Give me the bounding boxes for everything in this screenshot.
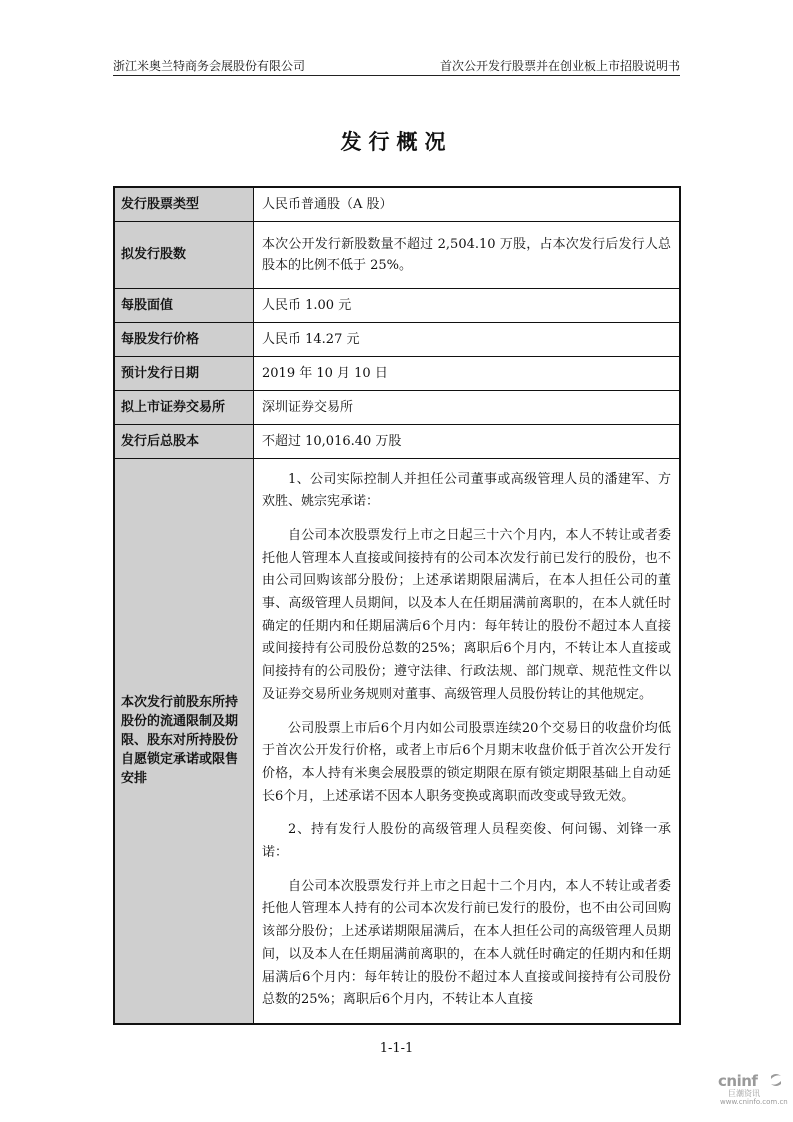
page-number: 1-1-1 xyxy=(379,1041,414,1056)
row-value: 人民币 14.27 元 xyxy=(254,322,681,356)
row-label: 预计发行日期 xyxy=(114,356,254,390)
commitment-paragraph: 自公司本次股票发行并上市之日起十二个月内，本人不转让或者委托他人管理本人持有的公司本次发行前已发行的股份，也不由公司回购该部分股份；上述承诺期限届满后，在本人担任公司的高级管理人员期间，以及本人在任期届满前离职的，在本人就任时确定的任期内和任期届满后6个月内：每年转让的股份不超过本人直接或间接持有公司股份总数的25%；离职后6个月内，不转让本人直接 xyxy=(262,878,671,1008)
table-row xyxy=(114,390,680,424)
row-label: 拟上市证券交易所 xyxy=(114,390,254,424)
row-value: 不超过 10,016.40 万股 xyxy=(254,424,681,458)
row-value: 本次公开发行新股数量不超过 2,504.10 万股，占本次发行后发行人总股本的比例不低于 25%。 xyxy=(254,221,681,288)
row-value: 人民币普通股（A 股） xyxy=(254,187,681,221)
cninfo-logo-icon xyxy=(768,1072,784,1088)
table-row xyxy=(114,221,680,288)
watermark-brand: cninf xyxy=(718,1072,758,1090)
watermark-url: www.cninfo.com.cn xyxy=(720,1098,788,1106)
watermark-cn: 巨潮资讯 xyxy=(728,1089,760,1098)
header-document-title: 首次公开发行股票并在创业板上市招股说明书 xyxy=(439,59,680,73)
row-label: 发行后总股本 xyxy=(114,424,254,458)
table-row xyxy=(114,288,680,322)
cninfo-watermark xyxy=(718,1072,788,1106)
commitment-paragraph: 公司股票上市后6个月内如公司股票连续20个交易日的收盘价均低于首次公开发行价格，或者上市后6个月期末收盘价低于首次公开发行价格，本人持有米奥会展股票的锁定期限在原有锁定期限基础上自动延长6个月，上述承诺不因本人职务变换或离职而改变或导致无效。 xyxy=(262,720,671,804)
table-row xyxy=(114,424,680,458)
commitment-paragraph: 1、公司实际控制人并担任公司董事或高级管理人员的潘建军、方欢胜、姚宗宪承诺： xyxy=(262,471,671,510)
lockup-label: 本次发行前股东所持股份的流通限制及期限、股东对所持股份自愿锁定承诺或限售安排 xyxy=(114,458,254,1024)
row-value: 深圳证券交易所 xyxy=(254,390,681,424)
table-row xyxy=(114,322,680,356)
row-label: 拟发行股数 xyxy=(114,221,254,288)
lockup-commitments xyxy=(254,458,681,1024)
table-row xyxy=(114,458,680,1024)
table-row xyxy=(114,356,680,390)
row-label: 每股面值 xyxy=(114,288,254,322)
row-value: 2019 年 10 月 10 日 xyxy=(254,356,681,390)
row-label: 每股发行价格 xyxy=(114,322,254,356)
section-title: 发行概况 xyxy=(340,130,453,154)
row-value: 人民币 1.00 元 xyxy=(254,288,681,322)
issuance-overview-table xyxy=(113,186,681,1025)
commitment-paragraph: 自公司本次股票发行上市之日起三十六个月内，本人不转让或者委托他人管理本人直接或间接持有的公司本次发行前已发行的股份，也不由公司回购该部分股份；上述承诺期限届满后，在本人担任公司的董事、高级管理人员期间，以及本人在任期届满前离职的，在本人就任时确定的任期内和任期届满后6个月内：每年转让的股份不超过本人直接或间接持有公司股份总数的25%；离职后6个月内，不转让本人直接或间接持有的公司股份；遵守法律、行政法规、部门规章、规范性文件以及证券交易所业务规则对董事、高级管理人员股份转让的其他规定。 xyxy=(262,527,671,702)
row-label: 发行股票类型 xyxy=(114,187,254,221)
page-header xyxy=(113,55,680,76)
table-row xyxy=(114,187,680,221)
commitment-paragraph: 2、持有发行人股份的高级管理人员程奕俊、何问锡、刘锋一承诺： xyxy=(262,822,671,861)
header-company-name: 浙江米奥兰特商务会展股份有限公司 xyxy=(113,59,306,73)
